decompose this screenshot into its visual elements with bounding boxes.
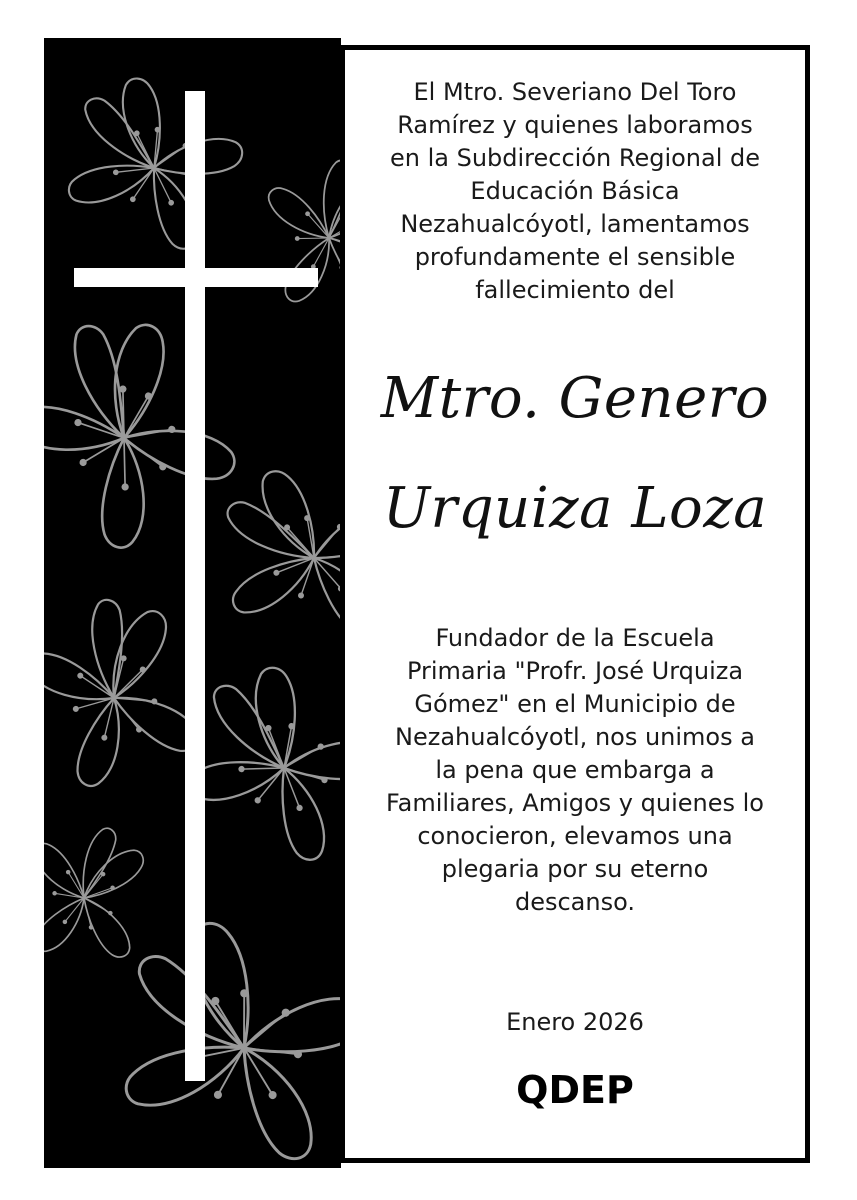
body-text — [345, 622, 805, 919]
intro-line: profundamente el sensible — [414, 243, 736, 271]
body-line: Nezahualcóyotl, nos unimos a — [395, 723, 755, 751]
name-line: Urquiza Loza — [382, 476, 768, 541]
intro-line: Nezahualcóyotl, lamentamos — [400, 210, 750, 238]
body-line: conocieron, elevamos una — [417, 822, 733, 850]
body-line: descanso. — [514, 888, 635, 916]
body-line: Primaria "Profr. José Urquiza — [406, 657, 744, 685]
body-line: Fundador de la Escuela — [435, 624, 715, 652]
name-line: Mtro. Genero — [380, 366, 770, 431]
body-line: Familiares, Amigos y quienes lo — [386, 789, 764, 817]
intro-line: en la Subdirección Regional de — [389, 144, 761, 172]
body-line: la pena que embarga a — [435, 756, 715, 784]
text-panel — [340, 45, 810, 1163]
intro-text — [345, 76, 805, 307]
intro-line: Ramírez y quienes laboramos — [397, 111, 753, 139]
body-line: Gómez" en el Municipio de — [414, 690, 736, 718]
cross-arm — [74, 268, 318, 287]
intro-line: Educación Básica — [470, 177, 680, 205]
closing-text: QDEP — [516, 1068, 634, 1112]
cross-icon — [185, 91, 205, 1081]
intro-line: El Mtro. Severiano Del Toro — [413, 78, 737, 106]
date-text: Enero 2026 — [506, 1008, 644, 1036]
deceased-name — [345, 368, 805, 588]
body-line: plegaria por su eterno — [441, 855, 709, 883]
intro-line: fallecimiento del — [475, 276, 675, 304]
